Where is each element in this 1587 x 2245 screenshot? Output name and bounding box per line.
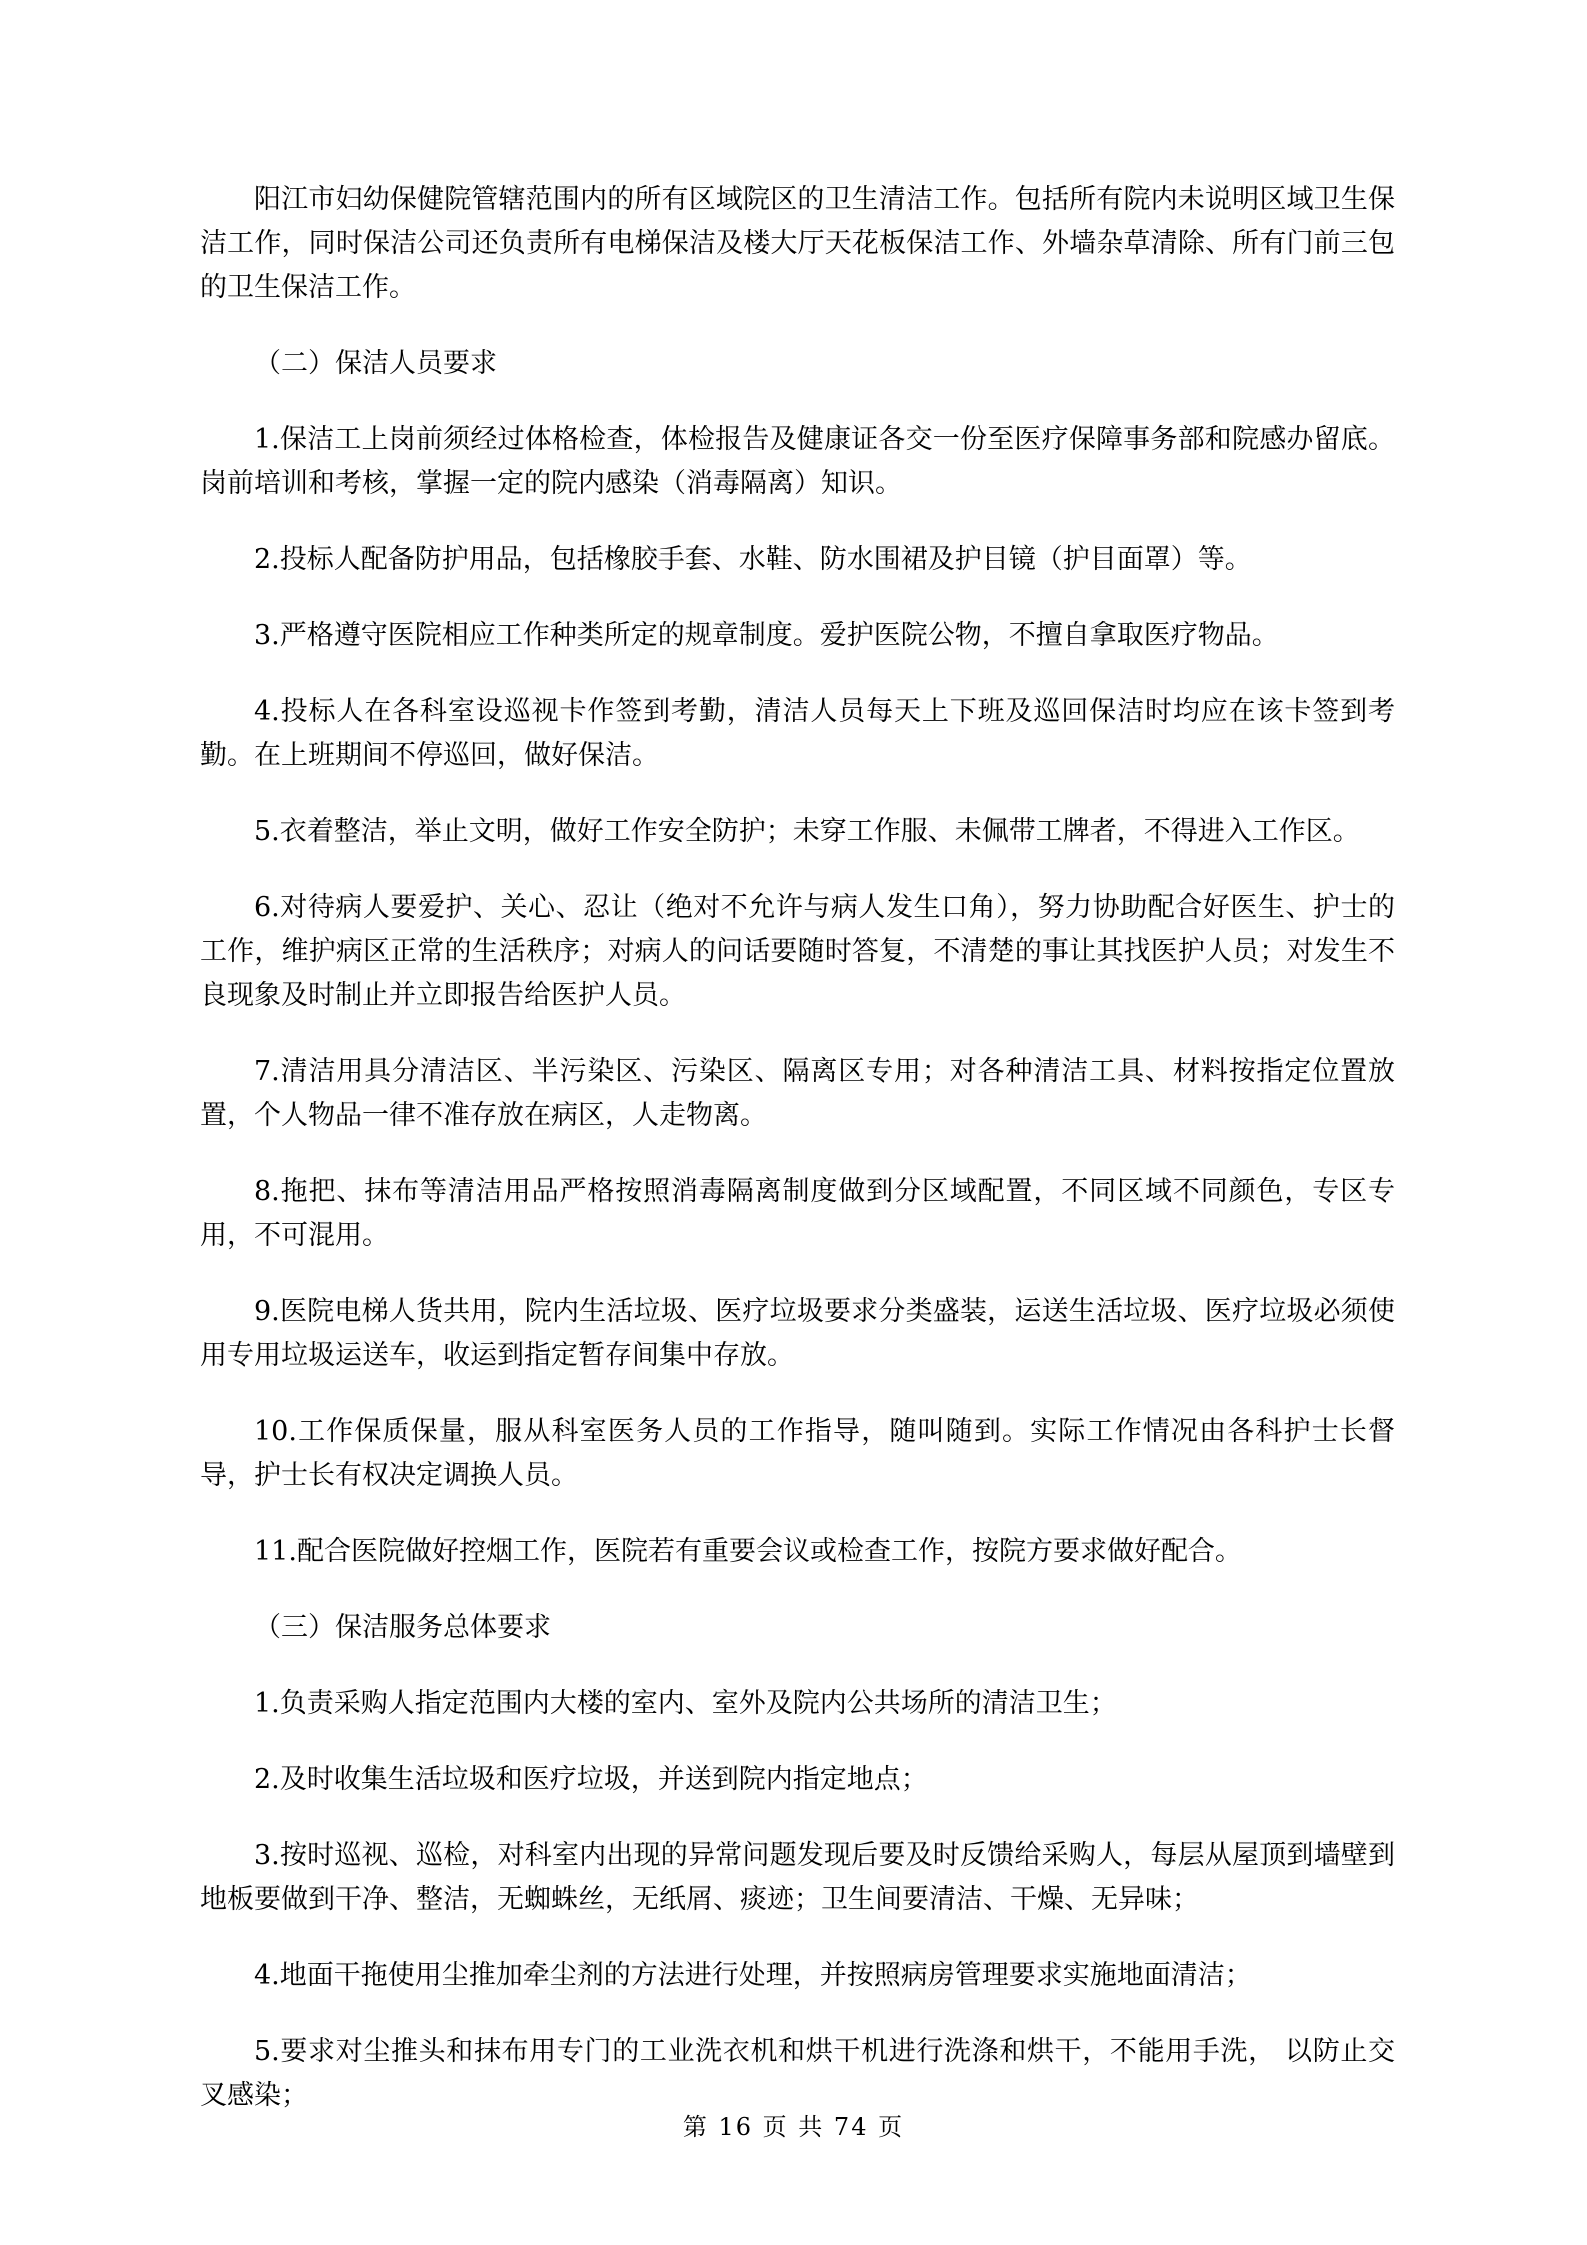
list-item: 6.对待病人要爱护、关心、忍让（绝对不允许与病人发生口角），努力协助配合好医生、护士的工作，维护病区正常的生活秩序；对病人的问话要随时答复，不清楚的事让其找医护人员；对发生不良现象及时制止并立即报告给医护人员。	[200, 892, 1395, 1011]
list-item: 3.按时巡视、巡检，对科室内出现的异常问题发现后要及时反馈给采购人，每层从屋顶到墙壁到地板要做到干净、整洁，无蜘蛛丝，无纸屑、痰迹；卫生间要清洁、干燥、无异味；	[200, 1840, 1395, 1915]
page-number-footer: 第 16 页 共 74 页	[682, 2113, 905, 2141]
list-item: 2.投标人配备防护用品，包括橡胶手套、水鞋、防水围裙及护目镜（护目面罩）等。	[254, 544, 1252, 575]
list-item: 8.拖把、抹布等清洁用品严格按照消毒隔离制度做到分区域配置，不同区域不同颜色，专区专用，不可混用。	[200, 1176, 1395, 1251]
list-item: 2.及时收集生活垃圾和医疗垃圾，并送到院内指定地点；	[254, 1764, 928, 1795]
list-item: 1.负责采购人指定范围内大楼的室内、室外及院内公共场所的清洁卫生；	[254, 1688, 1117, 1719]
list-item: 11.配合医院做好控烟工作，医院若有重要会议或检查工作，按院方要求做好配合。	[254, 1536, 1242, 1567]
list-item: 10.工作保质保量，服从科室医务人员的工作指导，随叫随到。实际工作情况由各科护士长督导，护士长有权决定调换人员。	[200, 1416, 1395, 1491]
list-item: 5.要求对尘推头和抹布用专门的工业洗衣机和烘干机进行洗涤和烘干，不能用手洗， 以防止交叉感染；	[200, 2036, 1395, 2111]
document-body	[200, 178, 1395, 2150]
list-item: 4.投标人在各科室设巡视卡作签到考勤，清洁人员每天上下班及巡回保洁时均应在该卡签到考勤。在上班期间不停巡回，做好保洁。	[200, 696, 1395, 771]
list-item: 4.地面干拖使用尘推加牵尘剂的方法进行处理，并按照病房管理要求实施地面清洁；	[254, 1960, 1252, 1991]
intro-paragraph: 阳江市妇幼保健院管辖范围内的所有区域院区的卫生清洁工作。包括所有院内未说明区域卫生保洁工作，同时保洁公司还负责所有电梯保洁及楼大厅天花板保洁工作、外墙杂草清除、所有门前三包的卫生保洁工作。	[200, 184, 1395, 303]
list-item: 1.保洁工上岗前须经过体格检查，体检报告及健康证各交一份至医疗保障事务部和院感办留底。岗前培训和考核，掌握一定的院内感染（消毒隔离）知识。	[200, 424, 1395, 499]
list-item: 7.清洁用具分清洁区、半污染区、污染区、隔离区专用；对各种清洁工具、材料按指定位置放置，个人物品一律不准存放在病区，人走物离。	[200, 1056, 1395, 1131]
list-item: 3.严格遵守医院相应工作种类所定的规章制度。爱护医院公物，不擅自拿取医疗物品。	[254, 620, 1279, 651]
list-item: 5.衣着整洁，举止文明，做好工作安全防护；未穿工作服、未佩带工牌者，不得进入工作区。	[254, 816, 1360, 847]
list-item: 9.医院电梯人货共用，院内生活垃圾、医疗垃圾要求分类盛装，运送生活垃圾、医疗垃圾必须使用专用垃圾运送车，收运到指定暂存间集中存放。	[200, 1296, 1395, 1371]
section-heading-general-requirements: （三）保洁服务总体要求	[254, 1612, 551, 1643]
section-heading-personnel-requirements: （二）保洁人员要求	[254, 348, 497, 379]
